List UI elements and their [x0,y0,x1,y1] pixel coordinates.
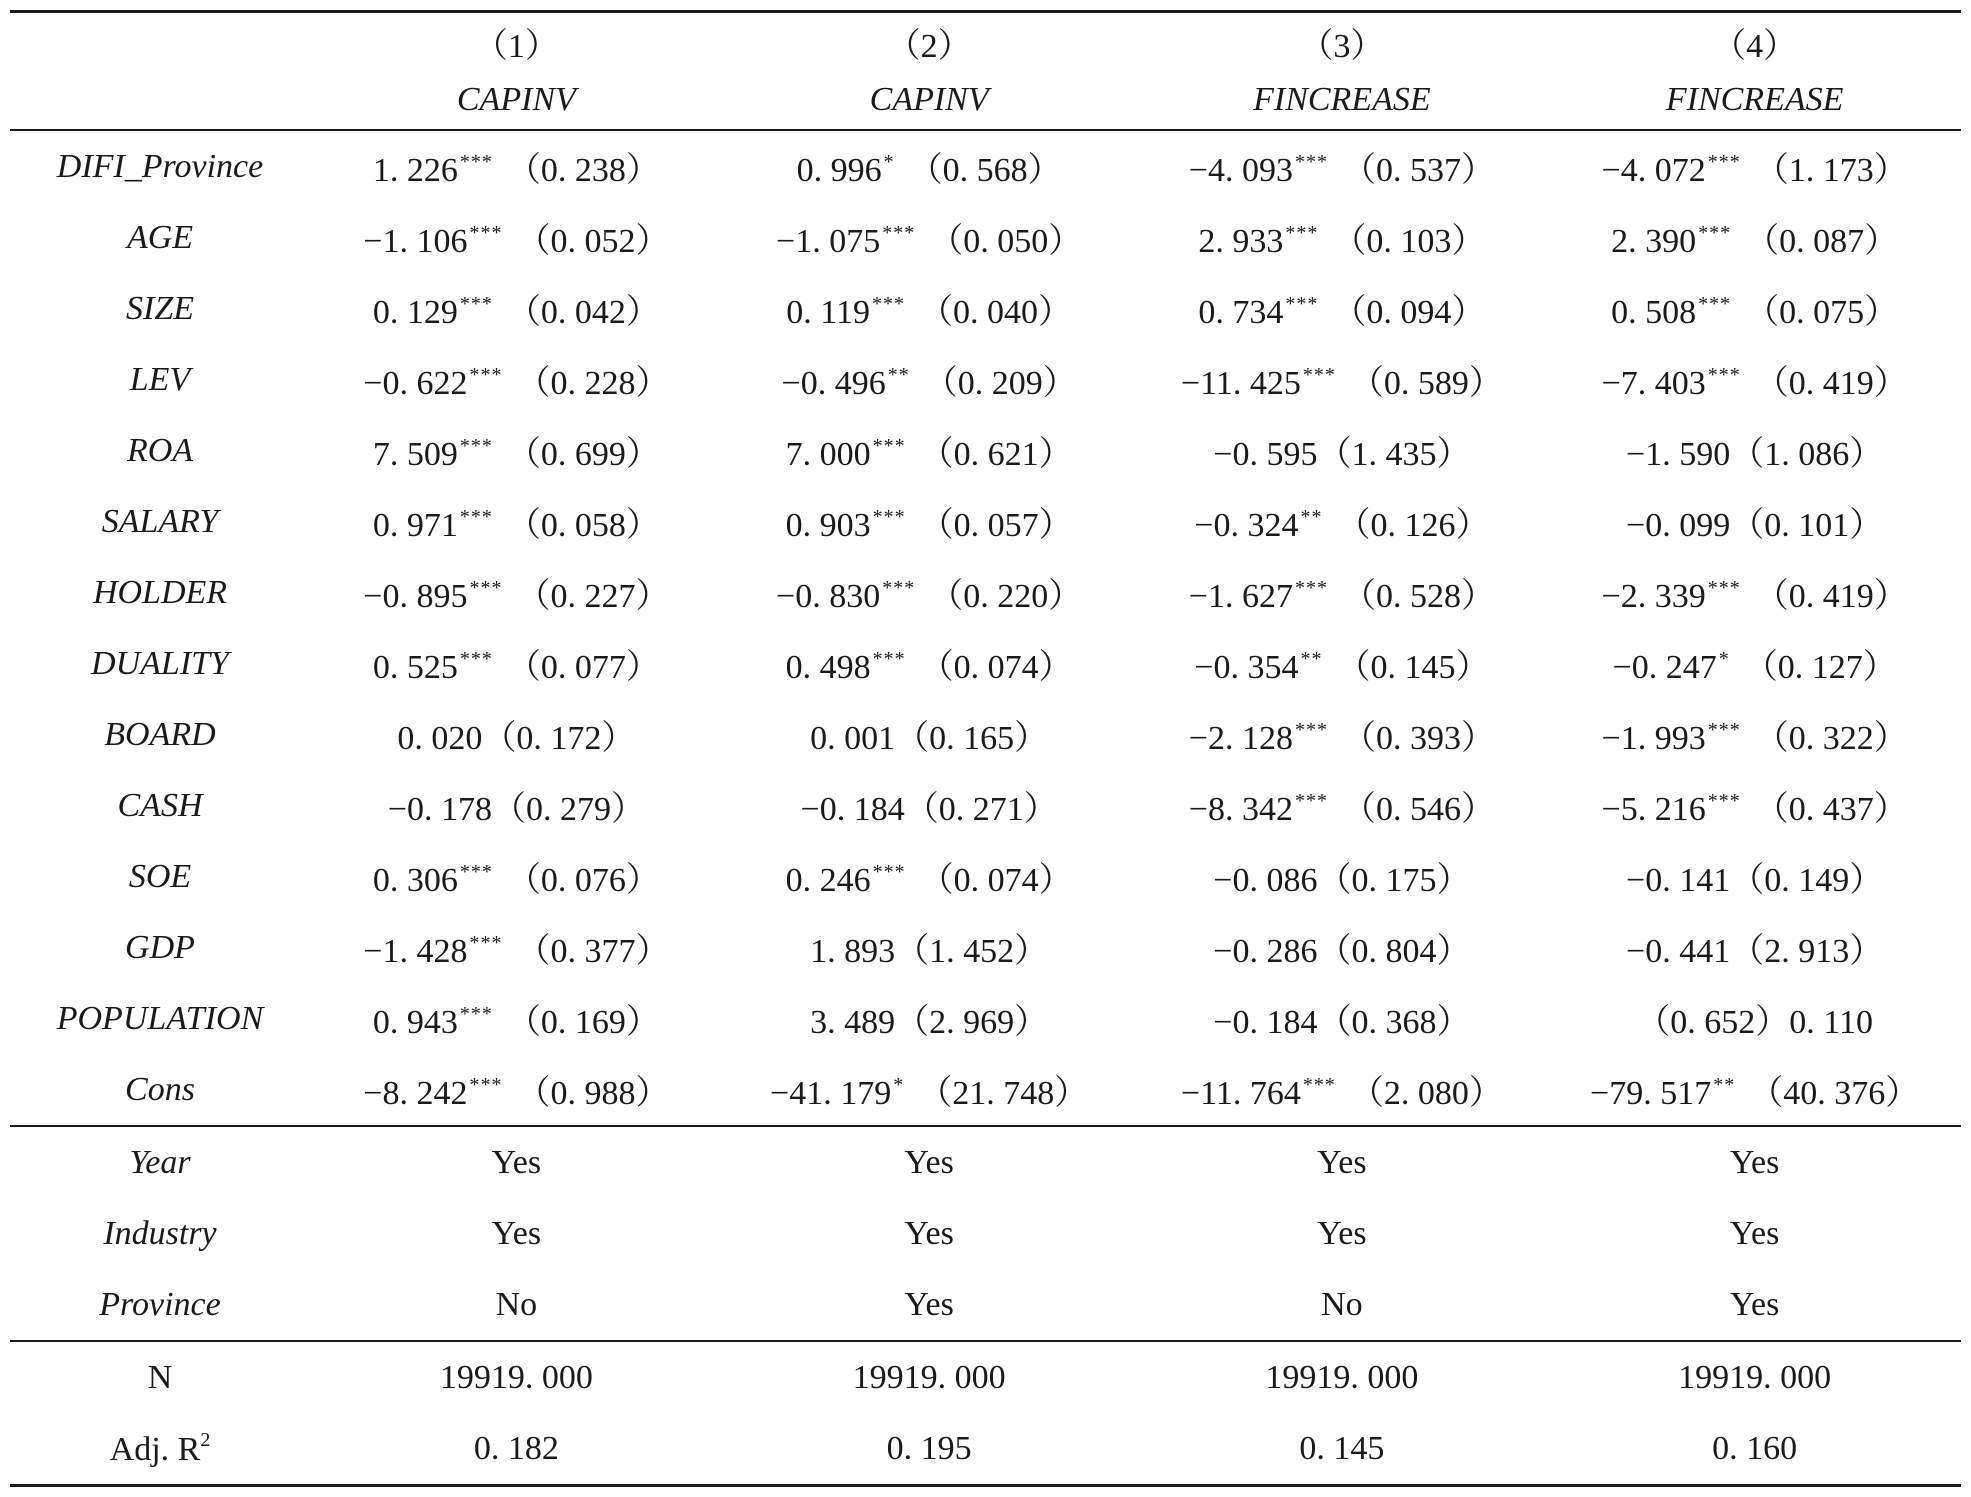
table-row [10,415,1961,486]
coefficient-cell [723,130,1136,202]
significance-stars: *** [1698,293,1732,315]
coefficient-cell [1548,1054,1961,1126]
standard-error: （0. 058） [506,507,660,544]
significance-stars: ** [1713,1074,1736,1096]
coefficient-cell [1548,486,1961,557]
observations-label: N [10,1341,310,1413]
coefficient-value: −0. 184 [800,791,905,828]
fixed-effect-value: No [1321,1285,1363,1323]
coefficient-cell [1136,983,1549,1054]
coefficient-cell [723,1054,1136,1126]
standard-error: （0. 076） [506,862,660,899]
coefficient-value: 0. 020 [397,720,483,757]
significance-stars: *** [1707,577,1741,599]
coefficient-cell [1136,557,1549,628]
coefficient-value: 0. 525 [372,649,458,686]
coefficient-value: 0. 129 [372,294,458,331]
coefficient-cell [1548,415,1961,486]
coefficient-cell [1548,699,1961,770]
standard-error: （0. 621） [919,436,1073,473]
coefficient-cell [310,770,723,841]
coefficient-cell [1548,912,1961,983]
variable-name: BOARD [104,715,216,753]
header-row-dependent-variables [10,71,1961,130]
regression-table [10,10,1961,1487]
coefficient-value: −1. 075 [776,223,881,260]
table-row [10,202,1961,273]
column-number: （4） [1548,12,1961,72]
significance-stars: * [1718,648,1730,670]
fixed-effect-row [10,1269,1961,1341]
significance-stars: *** [872,435,906,457]
significance-stars: *** [1294,790,1328,812]
standard-error: （0. 209） [923,365,1077,402]
table-body [10,12,1961,1486]
significance-stars: *** [469,222,503,244]
standard-error: （0. 589） [1349,365,1503,402]
coefficient-cell [723,273,1136,344]
table-row [10,344,1961,415]
coefficient-value: −0. 184 [1213,1004,1318,1041]
coefficient-value: −11. 764 [1180,1075,1301,1112]
fixed-effect-value: Yes [1136,1126,1549,1198]
superscript-two: 2 [200,1428,211,1451]
variable-name: DIFI_Province [10,130,310,202]
significance-stars: *** [469,577,503,599]
coefficient-cell [1136,130,1549,202]
coefficient-cell [1136,1054,1549,1126]
coefficient-cell [310,557,723,628]
dependent-variable: CAPINV [456,81,576,118]
coefficient-value: −4. 072 [1601,152,1706,189]
standard-error: （40. 376） [1749,1075,1920,1112]
coefficient-cell [1136,344,1549,415]
fixed-effect-value: Yes [1548,1126,1961,1198]
standard-error: （2. 080） [1349,1075,1503,1112]
coefficient-cell [310,699,723,770]
header-corner [10,12,310,72]
coefficient-cell [310,841,723,912]
standard-error: （0. 165） [895,720,1049,757]
table-row [10,273,1961,344]
coefficient-value: −0. 622 [363,365,468,402]
standard-error: （0. 149） [1730,862,1884,899]
significance-stars: ** [887,364,910,386]
coefficient-cell [1548,628,1961,699]
coefficient-cell [1548,770,1961,841]
dependent-variable: FINCREASE [1665,81,1844,118]
standard-error: （0. 040） [919,294,1072,331]
variable-name: POPULATION [56,999,264,1037]
coefficient-value: −0. 895 [363,578,468,615]
significance-stars: *** [459,293,493,315]
standard-error: （0. 322） [1754,720,1908,757]
table-row [10,628,1961,699]
dependent-variable: FINCREASE [1253,81,1431,118]
standard-error: （0. 699） [506,436,660,473]
fixed-effect-value: Yes [1729,1214,1780,1252]
significance-stars: *** [1707,790,1741,812]
variable-name: HOLDER [92,573,228,611]
standard-error: （0. 075） [1745,294,1899,331]
significance-stars: *** [1294,151,1328,173]
standard-error: （0. 437） [1754,791,1908,828]
coefficient-value: 7. 000 [785,436,871,473]
table-row [10,770,1961,841]
standard-error: （2. 969） [895,1004,1049,1041]
coefficient-value: −0. 354 [1194,649,1299,686]
table-row [10,912,1961,983]
coefficient-cell [1548,344,1961,415]
significance-stars: *** [459,151,493,173]
coefficient-cell [723,983,1136,1054]
coefficient-cell [1136,770,1549,841]
table-row [10,1054,1961,1126]
coefficient-cell [310,486,723,557]
coefficient-value: −0. 830 [776,578,881,615]
variable-name: GDP [125,928,195,966]
coefficient-value: −2. 339 [1601,578,1706,615]
coefficient-cell [1136,486,1549,557]
significance-stars: *** [1302,364,1336,386]
coefficient-value: 0. 903 [785,507,871,544]
coefficient-cell [310,628,723,699]
standard-error: （0. 419） [1754,365,1908,402]
significance-stars: *** [1294,577,1328,599]
standard-error: （0. 145） [1336,649,1490,686]
standard-error: （0. 227） [516,578,670,615]
coefficient-value: −0. 086 [1213,862,1318,899]
fixed-effect-value: Yes [310,1126,723,1198]
standard-error: （2. 913） [1730,933,1884,970]
table-row [10,130,1961,202]
dependent-variable: CAPINV [869,81,989,118]
coefficient-cell [1548,273,1961,344]
column-number: （3） [1136,12,1549,72]
significance-stars: *** [872,506,906,528]
coefficient-value: −0. 496 [781,365,886,402]
standard-error: （1. 435） [1317,436,1471,473]
fixed-effect-row [10,1198,1961,1269]
coefficient-value: −0. 286 [1213,933,1318,970]
table-row [10,841,1961,912]
standard-error: （0. 368） [1317,1004,1471,1041]
standard-error: （0. 172） [482,720,636,757]
coefficient-cell [1548,841,1961,912]
standard-error: （0. 074） [919,649,1073,686]
header-row-column-numbers [10,12,1961,72]
significance-stars: * [893,1074,905,1096]
observations-value: 19919. 000 [723,1341,1136,1413]
coefficient-cell [1548,130,1961,202]
adj-r2-row [10,1413,1961,1486]
coefficient-value: −0. 141 [1626,862,1731,899]
variable-name: ROA [126,431,194,469]
standard-error: （0. 804） [1317,933,1471,970]
standard-error: （0. 228） [516,365,670,402]
standard-error: （1. 452） [895,933,1049,970]
coefficient-value: 1. 226 [372,152,458,189]
variable-name: SOE [128,857,192,895]
standard-error: （0. 077） [506,649,660,686]
coefficient-value: 3. 489 [810,1004,896,1041]
variable-name: AGE [126,218,194,256]
significance-stars: *** [1707,151,1741,173]
significance-stars: *** [469,1074,503,1096]
standard-error: （1. 086） [1730,436,1884,473]
coefficient-value: 2. 933 [1198,223,1284,260]
coefficient-cell [723,344,1136,415]
coefficient-cell [723,912,1136,983]
standard-error: （0. 169） [506,1004,660,1041]
table-row [10,699,1961,770]
coefficient-value: 0. 943 [372,1004,458,1041]
standard-error: （0. 127） [1743,649,1897,686]
coefficient-value: 0. 508 [1611,294,1697,331]
adj-r2-label: Adj. R [109,1430,201,1468]
coefficient-value: −1. 993 [1601,720,1706,757]
coefficient-value: −1. 627 [1188,578,1293,615]
coefficient-cell [1136,273,1549,344]
fixed-effect-row [10,1126,1961,1198]
standard-error: （0. 279） [491,791,645,828]
standard-error: 0. 110 [1789,1004,1873,1041]
variable-name: CASH [117,786,203,824]
coefficient-cell [1136,628,1549,699]
standard-error: （0. 546） [1341,791,1495,828]
table-row [10,983,1961,1054]
significance-stars: *** [459,506,493,528]
coefficient-cell [310,983,723,1054]
coefficient-cell [1136,841,1549,912]
significance-stars: *** [1285,293,1319,315]
fixed-effect-value: Yes [723,1126,1136,1198]
coefficient-cell [723,557,1136,628]
coefficient-value: 0. 246 [785,862,871,899]
coefficient-cell [1136,202,1549,273]
significance-stars: *** [469,364,503,386]
coefficient-value: 0. 971 [372,507,458,544]
coefficient-value: −0. 247 [1612,649,1717,686]
adj-r2-value: 0. 160 [1548,1413,1961,1486]
significance-stars: *** [459,648,493,670]
fixed-effect-value: No [495,1285,538,1323]
fixed-effect-label: Year [10,1126,310,1198]
significance-stars: *** [459,1003,493,1025]
standard-error: （0. 057） [919,507,1073,544]
standard-error: （0. 050） [929,223,1083,260]
fixed-effect-value: Yes [1729,1285,1780,1323]
fixed-effect-label: Industry [103,1214,217,1252]
standard-error: （0. 087） [1745,223,1899,260]
standard-error: （0. 271） [904,791,1058,828]
observations-value: 19919. 000 [310,1341,723,1413]
coefficient-value: −8. 342 [1188,791,1293,828]
standard-error: （21. 748） [918,1075,1089,1112]
coefficient-cell [723,628,1136,699]
coefficient-value: −1. 590 [1626,436,1731,473]
adj-r2-label-cell [10,1413,310,1486]
coefficient-value: −8. 242 [363,1075,468,1112]
observations-row [10,1341,1961,1413]
column-number: （1） [310,12,723,72]
coefficient-cell [723,486,1136,557]
coefficient-cell [723,699,1136,770]
observations-value: 19919. 000 [1136,1341,1549,1413]
coefficient-cell [1548,202,1961,273]
variable-name: SIZE [126,289,194,327]
significance-stars: ** [1300,506,1323,528]
coefficient-value: 0. 734 [1198,294,1284,331]
coefficient-value: −0. 441 [1626,933,1731,970]
coefficient-value: 0. 306 [372,862,458,899]
coefficient-value: −0. 595 [1213,436,1318,473]
coefficient-value: −0. 178 [387,791,492,828]
adj-r2-value: 0. 145 [1136,1413,1549,1486]
coefficient-value: −1. 428 [363,933,468,970]
coefficient-cell [723,841,1136,912]
coefficient-value: −79. 517 [1590,1075,1712,1112]
standard-error: （0. 528） [1341,578,1495,615]
coefficient-value: −4. 093 [1188,152,1293,189]
coefficient-cell [723,415,1136,486]
observations-value: 19919. 000 [1548,1341,1961,1413]
coefficient-value: 0. 119 [786,294,870,331]
standard-error: （0. 042） [506,294,660,331]
coefficient-cell [310,202,723,273]
coefficient-cell [310,130,723,202]
standard-error: （0. 988） [516,1075,670,1112]
fixed-effect-label: Province [99,1285,221,1323]
significance-stars: *** [1294,719,1328,741]
fixed-effect-value: Yes [904,1285,954,1323]
coefficient-cell [723,770,1136,841]
standard-error: （0. 052） [516,223,670,260]
coefficient-cell [310,1054,723,1126]
significance-stars: * [883,151,895,173]
column-number: （2） [723,12,1136,72]
fixed-effect-value: Yes [491,1214,542,1252]
standard-error: （0. 094） [1332,294,1486,331]
standard-error: （0. 568） [908,152,1062,189]
standard-error: （0. 537） [1341,152,1495,189]
significance-stars: *** [1707,364,1741,386]
coefficient-cell [1136,415,1549,486]
coefficient-cell [723,202,1136,273]
header-corner [10,71,310,130]
coefficient-value: 0. 498 [785,649,871,686]
standard-error: （0. 175） [1317,862,1471,899]
variable-name: Cons [125,1070,195,1108]
variable-name: LEV [129,360,191,398]
standard-error: （0. 101） [1730,507,1884,544]
significance-stars: ** [1300,648,1323,670]
significance-stars: *** [459,435,493,457]
coefficient-value: −7. 403 [1601,365,1706,402]
coefficient-value: （0. 652） [1636,1004,1790,1041]
standard-error: （0. 393） [1341,720,1495,757]
coefficient-value: 1. 893 [810,933,896,970]
adj-r2-value: 0. 195 [723,1413,1136,1486]
coefficient-value: −11. 425 [1180,365,1301,402]
standard-error: （1. 173） [1754,152,1908,189]
coefficient-cell [1548,557,1961,628]
coefficient-cell [310,344,723,415]
coefficient-value: −0. 099 [1626,507,1731,544]
significance-stars: *** [1698,222,1732,244]
fixed-effect-value: Yes [1317,1214,1367,1252]
standard-error: （0. 238） [506,152,660,189]
significance-stars: *** [872,861,906,883]
significance-stars: *** [1302,1074,1336,1096]
adj-r2-value: 0. 182 [310,1413,723,1486]
coefficient-cell [310,273,723,344]
significance-stars: *** [882,222,916,244]
coefficient-value: 2. 390 [1611,223,1697,260]
coefficient-cell [310,415,723,486]
coefficient-value: 0. 996 [796,152,882,189]
standard-error: （0. 377） [516,933,670,970]
fixed-effect-value: Yes [904,1214,954,1252]
coefficient-cell [310,912,723,983]
coefficient-cell [1136,699,1549,770]
significance-stars: *** [469,932,503,954]
coefficient-value: −2. 128 [1188,720,1293,757]
coefficient-value: −0. 324 [1194,507,1299,544]
significance-stars: *** [1707,719,1741,741]
variable-name: SALARY [101,502,219,540]
significance-stars: *** [459,861,493,883]
variable-name: DUALITY [91,644,229,682]
significance-stars: *** [872,648,906,670]
coefficient-value: −41. 179 [770,1075,892,1112]
table-row [10,557,1961,628]
significance-stars: *** [1285,222,1319,244]
significance-stars: *** [872,293,905,315]
standard-error: （0. 126） [1336,507,1490,544]
coefficient-cell [1136,912,1549,983]
coefficient-cell [1548,983,1961,1054]
standard-error: （0. 220） [929,578,1083,615]
significance-stars: *** [882,577,916,599]
coefficient-value: 0. 001 [810,720,896,757]
coefficient-value: −1. 106 [363,223,468,260]
coefficient-value: −5. 216 [1601,791,1706,828]
coefficient-value: 7. 509 [372,436,458,473]
standard-error: （0. 103） [1332,223,1486,260]
table-row [10,486,1961,557]
standard-error: （0. 419） [1754,578,1908,615]
standard-error: （0. 074） [919,862,1073,899]
